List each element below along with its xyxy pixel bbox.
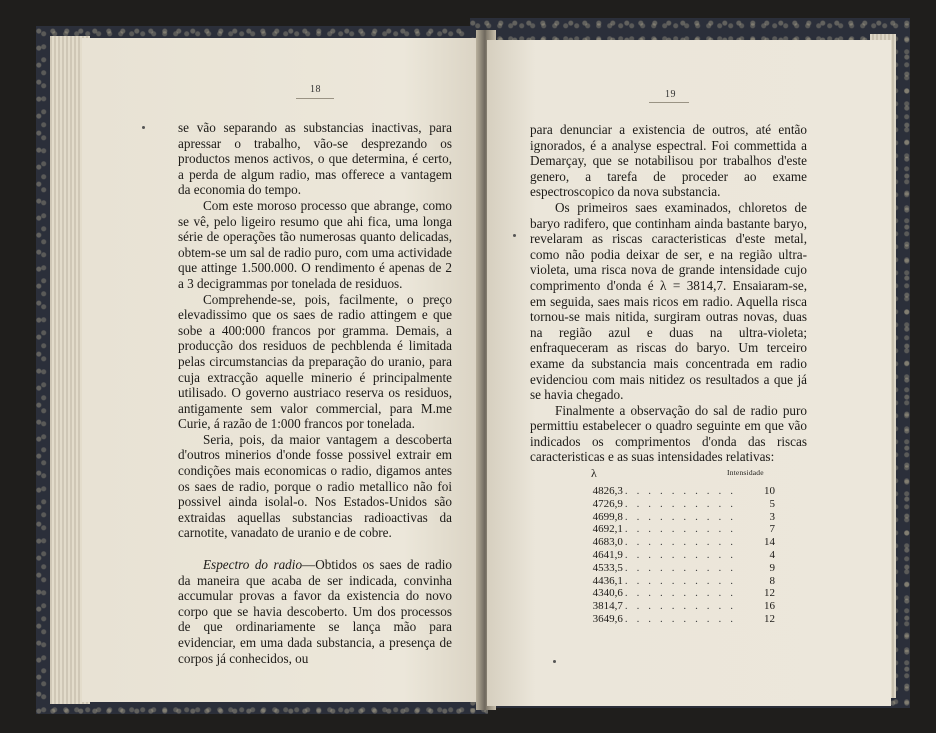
intensity-cell: 4 [769,548,775,561]
spectrum-table [575,485,775,626]
page-number-rule [296,98,334,99]
paragraph: se vão separando as substancias inactivas, para apressar o trabalho, vão-se desprezando os productos menos activos, o que determina, é certo, a perda de algum radio, mas offerece a vantagem da economia do tempo. [178,120,452,198]
right-page [487,40,891,706]
table-row [575,613,775,626]
leader-dots: . . . . . . . . . . [624,600,737,613]
right-page-text [530,122,807,465]
paragraph: Seria, pois, da maior vantagem a descoberta d'outros minerios d'onde fosse possivel extrair em condições mais economicas o radio, digamos antes os saes de radio, porque o radio metallico não foi possivel ainda isolal-o. Nos Estados-Unidos são extraidas aquellas substancias radioactivas da carnotite, vanadato de uranio e de cobre. [178,431,452,541]
leader-dots: . . . . . . . . . . [624,485,737,497]
leader-dots: . . . . . . . . . . [624,536,737,549]
paragraph: para denunciar a existencia de outros, até então ignorados, é a analyse espectral. Foi commettida a Demarçay, que se notabilisou por trabalhos d'este genero, a tarefa de proceder ao exame espectroscopico da nova substancia. [530,122,807,200]
table-row [575,485,775,498]
intensity-cell: 12 [764,612,775,625]
wavelength-cell: 4340,6 [592,587,623,600]
intensity-cell: 5 [769,497,775,510]
intensity-cell: 10 [764,485,775,497]
intensity-cell: 12 [764,587,775,600]
left-page [82,38,484,702]
ink-speck [513,234,516,237]
intensity-cell: 7 [769,523,775,536]
intensity-cell: 16 [764,600,775,613]
page-number-rule [649,102,689,103]
wavelength-cell: 3649,6 [592,612,623,625]
intensity-cell: 14 [764,536,775,549]
table-row [575,549,775,562]
wavelength-cell: 4533,5 [592,561,623,574]
wavelength-cell: 4436,1 [592,574,623,587]
paragraph: Com este moroso processo que abrange, como se vê, pelo ligeiro resumo que ahi fica, uma longa série de operações tão numerosas quanto delicadas, obtem-se um sal de radio puro, com uma actividade que attinge 1.500.000. O rendimento é apenas de 2 a 3 decigrammas por tonelada de residuos. [178,197,452,291]
ink-speck [142,126,145,129]
wavelength-cell: 4699,8 [592,510,623,523]
section-title: Espectro do radio [203,557,303,573]
table-row [575,523,775,536]
table-header-wavelength: λ [591,466,597,480]
table-row [575,562,775,575]
wavelength-cell: 3814,7 [592,600,623,613]
wavelength-cell: 4726,9 [592,497,623,510]
leader-dots: . . . . . . . . . . [624,548,737,561]
wavelength-cell: 4641,9 [592,548,623,561]
left-page-text [178,120,452,666]
paragraph: Os primeiros saes examinados, chloretos de baryo radifero, que continham ainda bastante baryo, revelaram as riscas caracteristicas d'este metal, como não podia deixar de ser, e na região ultra-violeta, uma risca nova de grande intensidade cujo comprimento d'onda é λ = 3814,7. Ensaiaram-se, em seguida, saes mais ricos em radio. Aquella risca tornou-se mais nitida, surgiram outras novas, duas na região azul e duas na ultra-violeta; enfraqueceram as riscas do baryo. Um terceiro exame da substancia mais concentrada em radio evidenciou com mais nitidez os resultados a que já se havia chegado. [530,199,807,403]
leader-dots: . . . . . . . . . . [624,497,737,510]
table-row [575,600,775,613]
wavelength-cell: 4692,1 [592,523,623,536]
leader-dots: . . . . . . . . . . [624,612,737,625]
table-header-intensity: Intensidade [727,468,764,477]
paragraph: Comprehende-se, pois, facilmente, o preço elevadissimo que os saes de radio attingem e que sobe a 400:000 francos por gramma. Demais, a producção dos residuos de pechblenda é limitada pelas circumstancias da preparação do uranio, para cuja extracção aquelle minerio é principalmente utilisado. O governo austriaco reserva os residuos, antigamente sem valor commercial, para M.me Curie, á razão de 1:000 francos por tonelada. [178,291,452,432]
leader-dots: . . . . . . . . . . [624,523,737,536]
table-row [575,498,775,511]
leader-dots: . . . . . . . . . . [624,561,737,574]
table-row [575,511,775,524]
intensity-cell: 3 [769,510,775,523]
paragraph: Finalmente a observação do sal de radio puro permittiu estabelecer o quadro seguinte em que vão indicados os comprimentos d'onda das riscas caracteristicas e as suas intensidades relativas: [530,402,807,465]
section-text: —Obtidos os saes de radio da maneira que acaba de ser indicada, convinha accumular provas a favor da existencia do novo corpo que se havia descoberto. Um dos processos de que ordinariamente se lança mão para evidenciar, em uma dada substancia, a presença de corpos já conhecidos, ou [178,557,452,666]
leader-dots: . . . . . . . . . . [624,510,737,523]
page-number: 19 [665,89,676,100]
ink-speck [553,660,556,663]
page-number: 18 [310,84,321,95]
table-row [575,575,775,588]
section-paragraph [178,557,452,666]
table-row [575,536,775,549]
wavelength-cell: 4683,0 [592,536,623,549]
wavelength-cell: 4826,3 [592,485,623,497]
leader-dots: . . . . . . . . . . [624,587,737,600]
leader-dots: . . . . . . . . . . [624,574,737,587]
intensity-cell: 9 [769,561,775,574]
intensity-cell: 8 [769,574,775,587]
table-row [575,587,775,600]
